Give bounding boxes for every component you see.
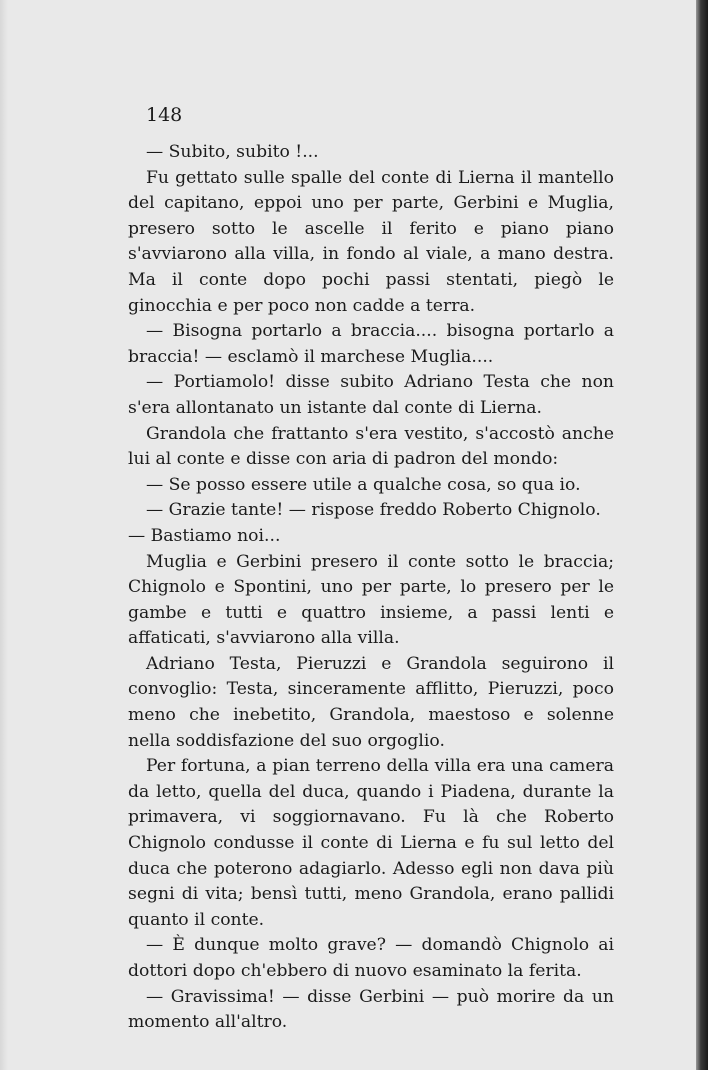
paragraph: — Bisogna portarlo a braccia.... bisogna portarlo a braccia! — esclamò il marchese Muglia.... xyxy=(128,321,614,367)
paragraph: — Bastiamo noi... xyxy=(128,525,281,546)
paragraph: Grandola che frattanto s'era vestito, s'accostò anche lui al conte e disse con aria di padron del mondo: xyxy=(128,423,614,470)
page-number: 148 xyxy=(146,104,183,126)
paragraph: — Gravissima! — disse Gerbini — può morire da un momento all'altro. xyxy=(128,986,614,1033)
paragraph: — Se posso essere utile a qualche cosa, so qua io. xyxy=(146,474,581,495)
paragraph: — Portiamolo! disse subito Adriano Testa che non s'era allontanato un istante dal conte di Lierna. xyxy=(128,372,614,418)
paragraph: Adriano Testa, Pieruzzi e Grandola seguirono il convoglio: Testa, sinceramente afflitto, Pieruzzi, poco meno che inebetito, Grandola, maestoso e solenne nella soddisfazione del suo orgoglio. xyxy=(128,653,614,751)
paragraph: Muglia e Gerbini presero il conte sotto le braccia; Chignolo e Spontini, uno per parte, lo presero per le gambe e tutti e quattro insieme, a passi lenti e affaticati, s'avviarono alla villa. xyxy=(128,551,614,649)
paragraph: — Subito, subito !... xyxy=(146,142,319,162)
paragraph: Fu gettato sulle spalle del conte di Lierna il mantello del capitano, eppoi uno per parte, Gerbini e Muglia, presero sotto le ascelle il ferito e piano piano s'avviarono alla villa, in fondo al viale, a mano destra. Ma il conte dopo pochi passi stentati, piegò le ginocchia e per poco non cadde a terra. xyxy=(128,167,614,316)
page-edge-shadow xyxy=(696,0,708,1070)
paragraph: Per fortuna, a pian terreno della villa era una camera da letto, quella del duca, quando i Piadena, durante la primavera, vi soggiornavano. Fu là che Roberto Chignolo condusse il conte di Lierna e fu sul letto del duca che poterono adagiarlo. Adesso egli non dava più segni di vita; bensì tutti, meno Grandola, erano pallidi quanto il conte. xyxy=(128,756,614,930)
paragraph: — È dunque molto grave? — domandò Chignolo ai dottori dopo ch'ebbero di nuovo esaminato la ferita. xyxy=(128,935,614,981)
page-gutter-shadow xyxy=(0,0,8,1070)
paragraph: — Grazie tante! — rispose freddo Roberto Chignolo. xyxy=(146,500,601,521)
body-text xyxy=(128,140,614,1036)
